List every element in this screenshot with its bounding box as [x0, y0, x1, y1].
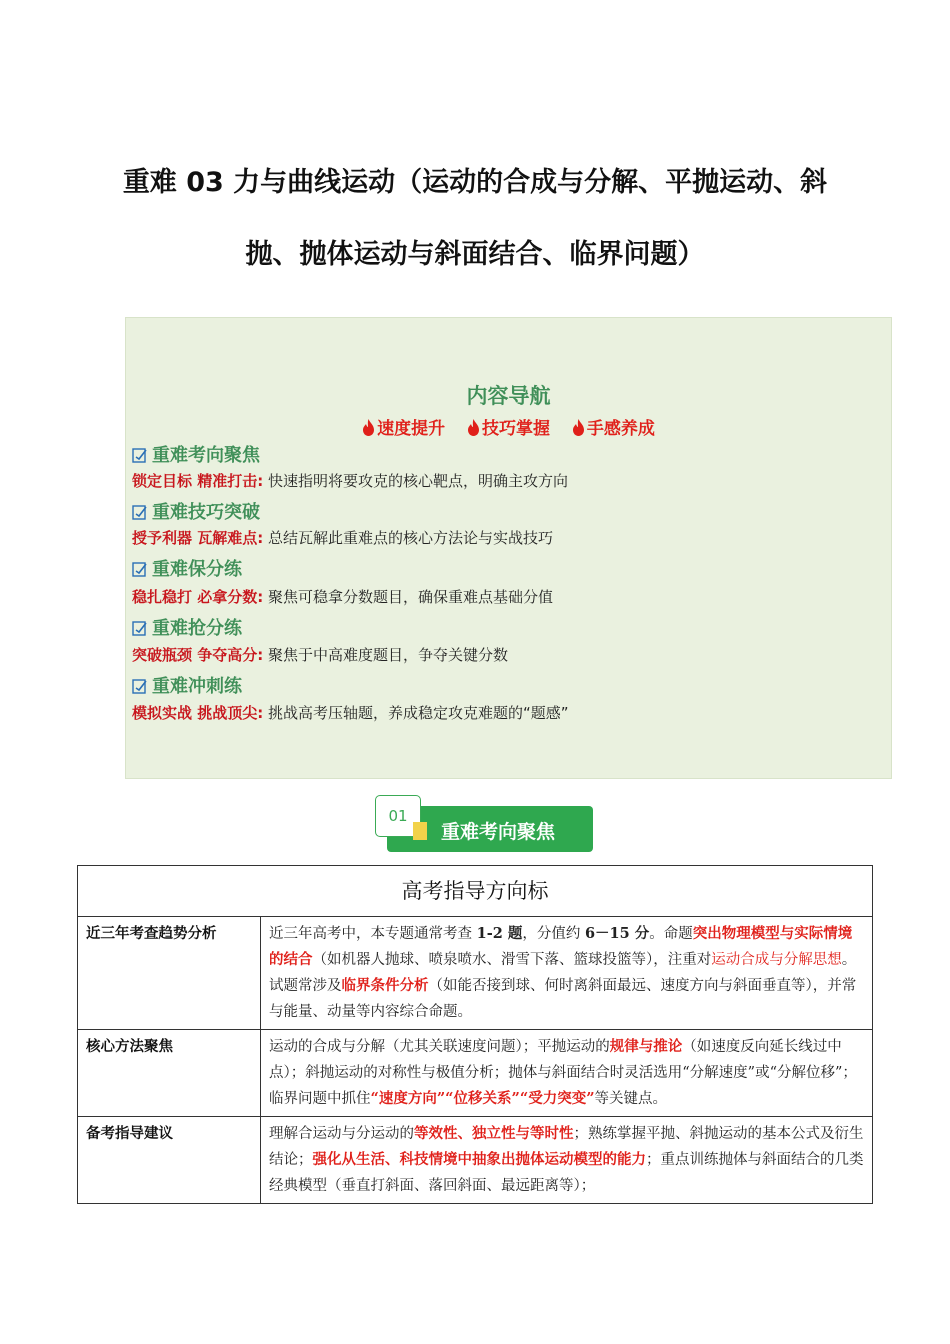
edit-document-icon [132, 561, 148, 577]
nav-section-heading: 重难技巧突破 [132, 498, 260, 524]
table-row [78, 917, 873, 1030]
nav-section-line: 稳扎稳打 必拿分数: 聚焦可稳拿分数题目，确保重难点基础分值 [132, 588, 554, 606]
nav-section-heading: 重难冲刺练 [132, 672, 242, 698]
edit-document-icon [132, 620, 148, 636]
table-header-row [78, 866, 873, 917]
document-title-line1: 重难 03 力与曲线运动（运动的合成与分解、平抛运动、斜 [122, 167, 828, 198]
nav-section-line: 授予利器 瓦解难点: 总结瓦解此重难点的核心方法论与实战技巧 [132, 529, 554, 547]
table-header: 高考指导方向标 [78, 866, 873, 917]
nav-tag: 技巧掌握 [467, 419, 550, 439]
nav-section-heading: 重难抢分练 [132, 614, 242, 640]
badge-label: 重难考向聚焦 [441, 821, 556, 843]
guidance-table [77, 865, 873, 1204]
row-label: 近三年考查趋势分析 [78, 917, 261, 1030]
nav-title: 内容导航 [466, 384, 551, 408]
edit-document-icon [132, 504, 148, 520]
row-content: 理解合运动与分运动的等效性、独立性与等时性；熟练掌握平抛、斜抛运动的基本公式及衍生结论；强化从生活、科技情境中抽象出抛体运动模型的能力；重点训练抛体与斜面结合的几类经典模型（垂直打斜面、落回斜面、最远距离等）； [261, 1117, 873, 1204]
table-row [78, 1030, 873, 1117]
nav-section-heading: 重难考向聚焦 [132, 441, 260, 467]
flame-icon [362, 419, 375, 436]
nav-tags [126, 414, 891, 439]
row-content: 运动的合成与分解（尤其关联速度问题）；平抛运动的规律与推论（如速度反向延长线过中点）；斜抛运动的对称性与极值分析；抛体与斜面结合时灵活选用“分解速度”或“分解位移”；临界问题中抓住“速度方向”“位移关系”“受力突变”等关键点。 [261, 1030, 873, 1117]
nav-tag: 手感养成 [572, 419, 655, 439]
document-title-line2: 抛、抛体运动与斜面结合、临界问题） [245, 239, 705, 270]
row-label: 备考指导建议 [78, 1117, 261, 1204]
edit-document-icon [132, 447, 148, 463]
row-label: 核心方法聚焦 [78, 1030, 261, 1117]
section-badge [375, 795, 595, 857]
content-navigation-box [125, 317, 892, 779]
row-content: 近三年高考中，本专题通常考查 1-2 题，分值约 6－15 分。命题突出物理模型与实际情境的结合（如机器人抛球、喷泉喷水、滑雪下落、篮球投篮等），注重对运动合成与分解思想。试题常涉及临界条件分析（如能否接到球、何时离斜面最远、速度方向与斜面垂直等），并常与能量、动量等内容综合命题。 [261, 917, 873, 1030]
flame-icon [572, 419, 585, 436]
nav-section-line: 模拟实战 挑战顶尖: 挑战高考压轴题，养成稳定攻克难题的“题感” [132, 704, 569, 722]
nav-section-line: 突破瓶颈 争夺高分: 聚焦于中高难度题目，争夺关键分数 [132, 646, 509, 664]
nav-section-line: 锁定目标 精准打击: 快速指明将要攻克的核心靶点，明确主攻方向 [132, 472, 569, 490]
table-row [78, 1117, 873, 1204]
badge-number: 01 [375, 795, 421, 837]
badge-marker [413, 822, 427, 840]
nav-tag: 速度提升 [362, 419, 445, 439]
edit-document-icon [132, 678, 148, 694]
nav-section-heading: 重难保分练 [132, 555, 242, 581]
flame-icon [467, 419, 480, 436]
